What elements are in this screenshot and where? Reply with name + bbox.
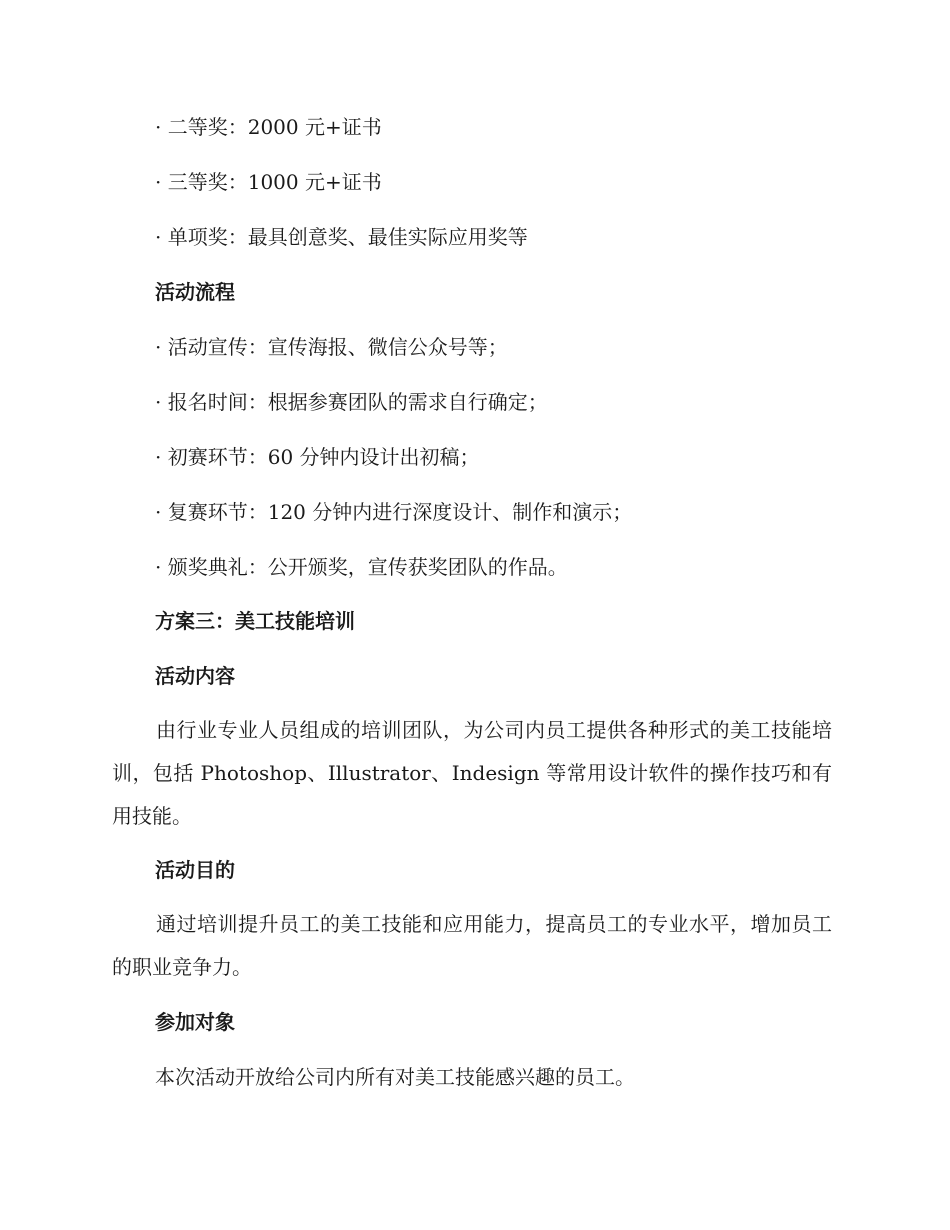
award-second-item: · 二等奖：2000 元+证书 [155,115,382,139]
process-heading: 活动流程 [155,280,235,304]
process-item-semifinal: · 复赛环节：120 分钟内进行深度设计、制作和演示； [155,500,633,524]
award-third-item: · 三等奖：1000 元+证书 [155,170,382,194]
award-single-item: · 单项奖：最具创意奖、最佳实际应用奖等 [155,225,528,249]
purpose-heading: 活动目的 [155,858,235,882]
content-paragraph: 由行业专业人员组成的培训团队，为公司内员工提供各种形式的美工技能培训，包括 Photoshop、Illustrator、Indesign 等常用设计软件的操作技巧和有用技能。 [112,718,832,828]
plan3-title: 方案三：美工技能培训 [155,609,355,633]
target-paragraph: 本次活动开放给公司内所有对美工技能感兴趣的员工。 [155,1065,635,1089]
target-heading: 参加对象 [155,1010,235,1034]
content-heading: 活动内容 [155,664,235,688]
purpose-paragraph: 通过培训提升员工的美工技能和应用能力，提高员工的专业水平，增加员工的职业竞争力。 [112,912,832,979]
process-item-publicity: · 活动宣传：宣传海报、微信公众号等； [155,335,508,359]
process-item-registration: · 报名时间：根据参赛团队的需求自行确定； [155,390,548,414]
process-item-ceremony: · 颁奖典礼：公开颁奖，宣传获奖团队的作品。 [155,555,568,579]
process-item-preliminary: · 初赛环节：60 分钟内设计出初稿； [155,445,480,469]
